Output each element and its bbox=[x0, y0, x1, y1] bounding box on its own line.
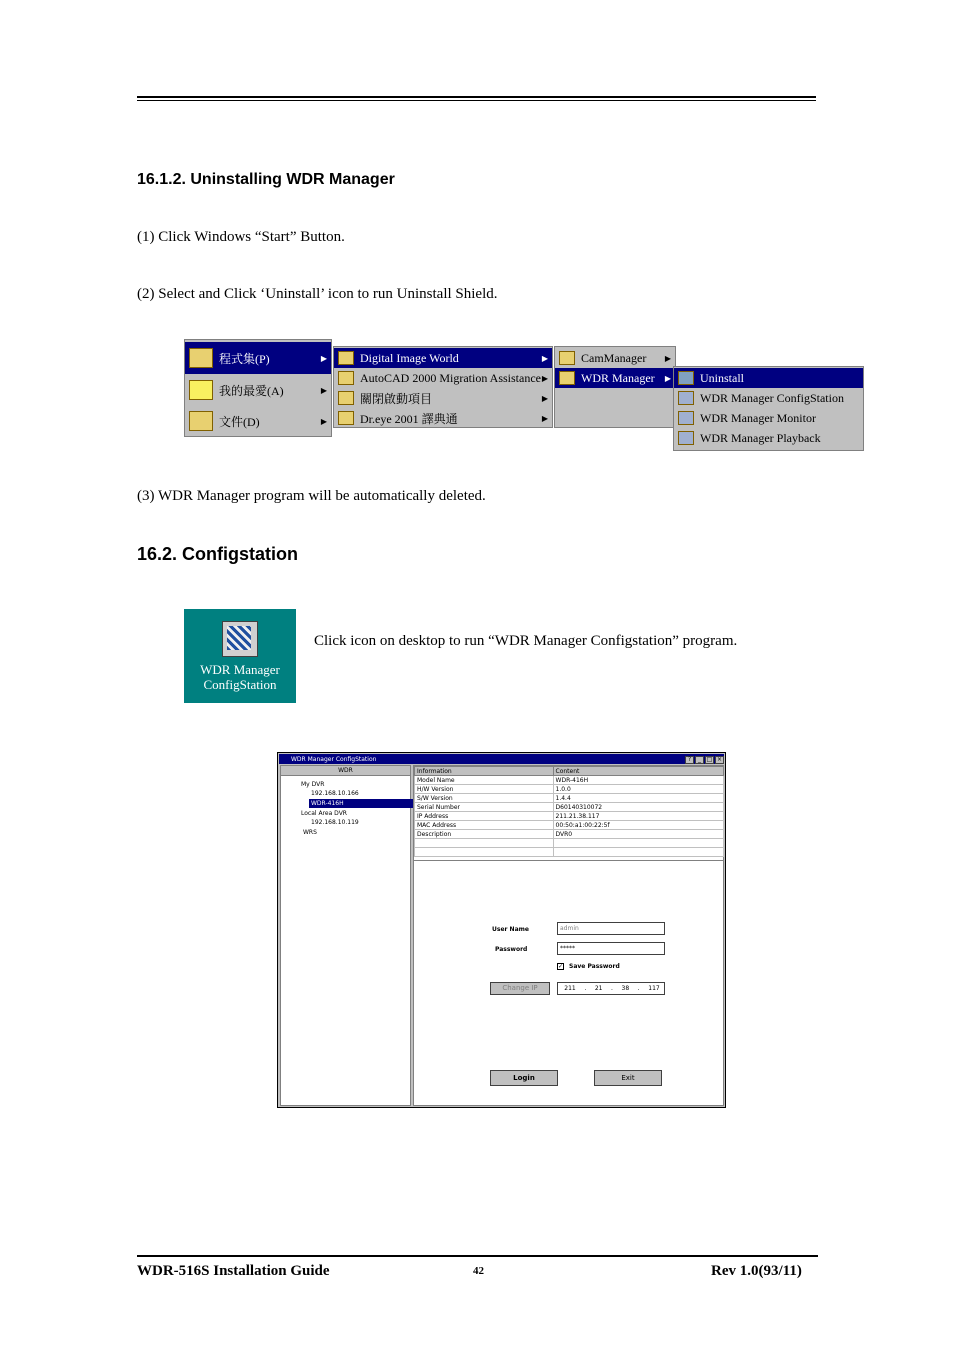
favorites-icon bbox=[189, 380, 213, 400]
menu-item-monitor[interactable]: WDR Manager Monitor bbox=[674, 408, 863, 428]
exit-button[interactable]: Exit bbox=[594, 1070, 662, 1086]
section-heading-uninstall: 16.1.2. Uninstalling WDR Manager bbox=[137, 171, 395, 188]
step-1: (1) Click Windows “Start” Button. bbox=[137, 229, 345, 245]
tree-node[interactable]: My DVR bbox=[301, 781, 325, 788]
password-input[interactable]: ***** bbox=[557, 942, 665, 955]
icon-label-line2: ConfigStation bbox=[203, 677, 277, 692]
tree-node[interactable]: Local Area DVR bbox=[301, 810, 347, 817]
menu-item-digital-image-world[interactable]: Digital Image World ▶ bbox=[334, 348, 552, 368]
menu-item-playback[interactable]: WDR Manager Playback bbox=[674, 428, 863, 448]
menu-item-cammanager[interactable]: CamManager ▶ bbox=[555, 348, 675, 368]
header-rule-thin bbox=[137, 100, 816, 101]
tree-node-selected[interactable]: WDR-416H bbox=[309, 799, 413, 808]
change-ip-button[interactable]: Change IP bbox=[490, 982, 550, 995]
folder-icon bbox=[189, 411, 213, 431]
wdr-manager-submenu bbox=[673, 366, 864, 451]
tree-node[interactable]: 192.168.10.119 bbox=[311, 819, 359, 826]
table-row: Description DVR0 bbox=[415, 830, 724, 839]
configstation-icon bbox=[222, 621, 258, 657]
dvr-tree bbox=[280, 765, 411, 1106]
table-row: MAC Address 00:50:a1:00:22:5f bbox=[415, 821, 724, 830]
program-group-icon bbox=[338, 371, 354, 385]
help-button[interactable]: ? bbox=[685, 756, 694, 764]
ip-address-input[interactable]: 211 . 21 . 38 . 117 bbox=[557, 982, 665, 995]
tree-node[interactable]: 192.168.10.166 bbox=[311, 790, 359, 797]
menu-item-uninstall[interactable]: Uninstall bbox=[674, 368, 863, 388]
icon-label-line1: WDR Manager bbox=[200, 662, 280, 677]
header-rule bbox=[137, 96, 816, 98]
tree-header: WDR bbox=[281, 766, 410, 776]
menu-item-documents[interactable]: 文件(D) ▶ bbox=[185, 406, 331, 436]
menu-item-configstation[interactable]: WDR Manager ConfigStation bbox=[674, 388, 863, 408]
table-row: Serial Number D60140310072 bbox=[415, 803, 724, 812]
menu-item-dreye[interactable]: Dr.eye 2001 譯典通 ▶ bbox=[334, 408, 552, 428]
step-3: (3) WDR Manager program will be automatically deleted. bbox=[137, 488, 486, 504]
login-button[interactable]: Login bbox=[490, 1070, 558, 1086]
app-icon bbox=[678, 411, 694, 425]
password-label: Password bbox=[495, 946, 528, 953]
programs-submenu bbox=[333, 346, 553, 428]
folder-icon bbox=[189, 348, 213, 368]
program-group-icon bbox=[559, 351, 575, 365]
section-heading-configstation: 16.2. Configstation bbox=[137, 544, 299, 564]
start-menu-column bbox=[184, 339, 332, 437]
table-row: IP Address 211.21.38.117 bbox=[415, 812, 724, 821]
info-panel bbox=[413, 765, 724, 1106]
program-group-icon bbox=[338, 391, 354, 405]
tree-node[interactable]: WRS bbox=[303, 829, 317, 836]
program-group-icon bbox=[559, 371, 575, 385]
app-icon bbox=[678, 391, 694, 405]
save-password-label: Save Password bbox=[569, 963, 620, 970]
info-table bbox=[414, 766, 724, 857]
app-icon bbox=[678, 431, 694, 445]
close-button[interactable]: × bbox=[716, 756, 723, 763]
column-header: Content bbox=[553, 767, 723, 776]
table-row: Model Name WDR-416H bbox=[415, 776, 724, 785]
menu-item-autocad[interactable]: AutoCAD 2000 Migration Assistance ▶ bbox=[334, 368, 552, 388]
program-group-icon bbox=[338, 351, 354, 365]
configstation-window bbox=[277, 752, 726, 1108]
window-titlebar bbox=[279, 754, 724, 764]
footer-revision: Rev 1.0(93/11) bbox=[711, 1263, 802, 1279]
footer-rule bbox=[137, 1255, 818, 1257]
menu-item-favorites[interactable]: 我的最愛(A) ▶ bbox=[185, 374, 331, 406]
column-header: Information bbox=[415, 767, 554, 776]
configstation-description: Click icon on desktop to run “WDR Manager Configstation” program. bbox=[314, 633, 738, 649]
footer-guide-title: WDR-516S Installation Guide bbox=[137, 1263, 330, 1279]
table-row: S/W Version 1.4.4 bbox=[415, 794, 724, 803]
table-row: H/W Version 1.0.0 bbox=[415, 785, 724, 794]
menu-item-startup[interactable]: 關閉啟動項目 ▶ bbox=[334, 388, 552, 408]
window-title: WDR Manager ConfigStation bbox=[291, 755, 377, 763]
step-2: (2) Select and Click ‘Uninstall’ icon to run Uninstall Shield. bbox=[137, 286, 498, 302]
program-group-icon bbox=[338, 411, 354, 425]
desktop-shortcut-configstation[interactable] bbox=[184, 609, 296, 703]
user-name-input[interactable]: admin bbox=[557, 922, 665, 935]
uninstall-icon bbox=[678, 371, 694, 385]
save-password-checkbox[interactable]: ✓ bbox=[558, 963, 564, 970]
wdr-submenu bbox=[554, 346, 676, 428]
maximize-button[interactable]: □ bbox=[706, 756, 713, 763]
user-name-label: User Name bbox=[492, 926, 529, 933]
panel-divider bbox=[414, 860, 723, 861]
page-number: 42 bbox=[473, 1265, 484, 1277]
minimize-button[interactable]: _ bbox=[695, 756, 704, 764]
menu-item-programs[interactable]: 程式集(P) ▶ bbox=[185, 342, 331, 374]
menu-item-wdr-manager[interactable]: WDR Manager ▶ bbox=[555, 368, 675, 388]
